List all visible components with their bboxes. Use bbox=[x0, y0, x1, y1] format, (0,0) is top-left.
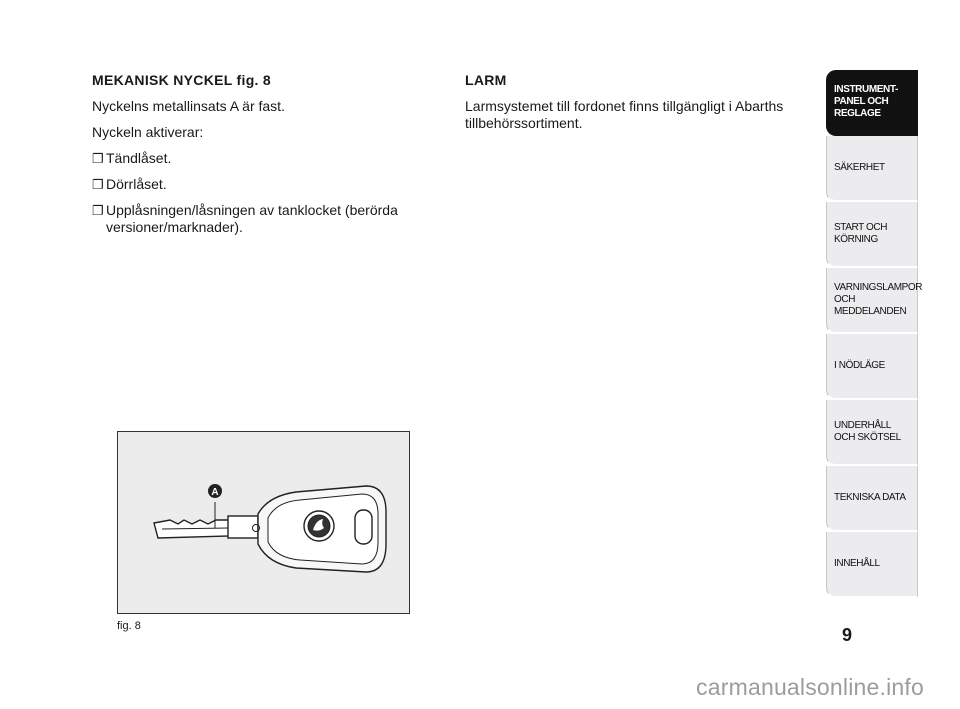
tab-instrument-panel[interactable]: INSTRUMENT- PANEL OCH REGLAGE bbox=[826, 70, 918, 136]
right-column bbox=[465, 72, 795, 141]
watermark: carmanualsonline.info bbox=[696, 674, 924, 700]
checkbox-bullet-icon: ❒ bbox=[92, 177, 104, 192]
tab-maintenance[interactable]: UNDERHÅLL OCH SKÖTSEL bbox=[826, 400, 918, 466]
key-illustration bbox=[118, 432, 409, 613]
checkbox-bullet-icon: ❒ bbox=[92, 151, 104, 166]
tab-starting-driving[interactable]: START OCH KÖRNING bbox=[826, 202, 918, 268]
tab-contents[interactable]: INNEHÅLL bbox=[826, 532, 918, 598]
section-heading-mechanical-key: MEKANISK NYCKEL fig. 8 bbox=[92, 72, 272, 88]
bullet-text: Tändlåset. bbox=[106, 150, 172, 166]
bullet-item bbox=[92, 176, 422, 193]
key-figure bbox=[117, 431, 410, 614]
tab-warning-lights[interactable]: VARNINGSLAMPOR OCH MEDDELANDEN bbox=[826, 268, 918, 334]
bullet-item bbox=[92, 150, 422, 167]
key-insert-text: Nyckelns metallinsats A är fast. bbox=[92, 98, 285, 114]
bullet-text: Upplåsningen/låsningen av tanklocket (berörda versioner/marknader). bbox=[106, 202, 398, 235]
tab-safety[interactable]: SÄKERHET bbox=[826, 136, 918, 202]
tab-technical-data[interactable]: TEKNISKA DATA bbox=[826, 466, 918, 532]
figure-label: fig. 8 bbox=[117, 620, 141, 632]
checkbox-bullet-icon: ❒ bbox=[92, 203, 104, 218]
callout-label: A bbox=[211, 487, 219, 498]
bullet-text: Dörrlåset. bbox=[106, 176, 167, 192]
page-number: 9 bbox=[842, 625, 853, 645]
key-activates-text: Nyckeln aktiverar: bbox=[92, 124, 204, 140]
left-column bbox=[92, 72, 422, 245]
alarm-text: Larmsystemet till fordonet finns tillgängligt i Abarths tillbehörssortiment. bbox=[465, 98, 784, 131]
bullet-item bbox=[92, 202, 422, 236]
section-heading-alarm: LARM bbox=[465, 72, 507, 88]
chapter-sidebar bbox=[826, 70, 923, 598]
tab-emergency[interactable]: I NÖDLÄGE bbox=[826, 334, 918, 400]
